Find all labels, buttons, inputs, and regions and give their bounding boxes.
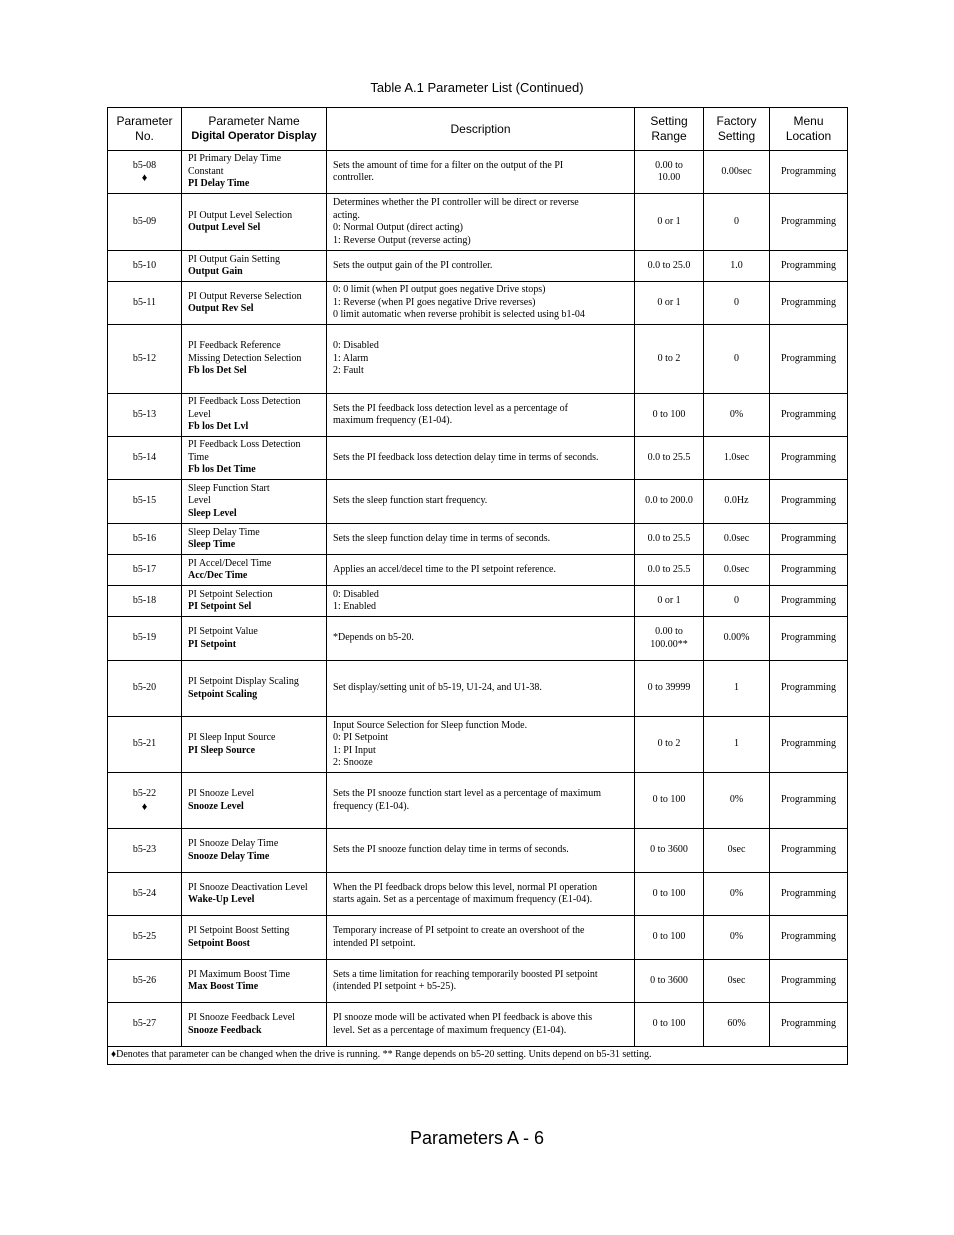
- menu-location-cell: Programming: [770, 282, 848, 325]
- menu-location-cell: Programming: [770, 394, 848, 437]
- table-row: [108, 151, 848, 194]
- setting-range-cell: [635, 524, 704, 555]
- param-no-cell: [108, 829, 182, 873]
- param-no-cell: [108, 661, 182, 717]
- table-row: [108, 480, 848, 524]
- param-no: b5-13: [132, 408, 157, 420]
- header-param-no: Parameter No.: [108, 108, 182, 151]
- header-param-name-sub: Digital Operator Display: [191, 130, 317, 142]
- factory-setting-cell: 1.0sec: [704, 437, 770, 480]
- description-line: 1: Reverse Output (reverse acting): [333, 234, 471, 246]
- setting-range-line: 0.00 to: [655, 626, 683, 637]
- factory-setting-cell: 60%: [704, 1003, 770, 1047]
- description-cell: [327, 282, 635, 325]
- param-name-line: PI Output Level Selection: [188, 209, 293, 221]
- menu-location-cell: Programming: [770, 437, 848, 480]
- param-name-cell: [182, 916, 327, 960]
- table-row: [108, 717, 848, 773]
- description-cell: [327, 916, 635, 960]
- description-line: 0: Disabled: [333, 588, 379, 600]
- factory-setting-cell: 0.0sec: [704, 555, 770, 586]
- parameter-table: [107, 107, 848, 1065]
- table-row: [108, 555, 848, 586]
- operator-display-name: Snooze Feedback: [188, 1024, 262, 1036]
- param-no-cell: [108, 394, 182, 437]
- param-no: b5-20: [132, 682, 157, 694]
- operator-display-name: Acc/Dec Time: [188, 570, 248, 581]
- description-line: starts again. Set as a percentage of maximum frequency (E1-04).: [333, 894, 593, 905]
- param-no-cell: [108, 1003, 182, 1047]
- factory-setting-cell: 0%: [704, 773, 770, 829]
- table-row: [108, 661, 848, 717]
- factory-setting-cell: 0: [704, 325, 770, 394]
- operator-display-name: Fb los Det Sel: [188, 365, 247, 377]
- footnote: ♦Denotes that parameter can be changed when the drive is running. ** Range depends on b5-20 setting. Units depend on b5-31 setting.: [108, 1047, 848, 1065]
- footnote-row: [108, 1047, 848, 1065]
- param-name-cell: [182, 586, 327, 617]
- param-no: b5-17: [132, 563, 157, 575]
- description-line: Temporary increase of PI setpoint to create an overshoot of the: [333, 925, 585, 936]
- param-name-cell: [182, 661, 327, 717]
- table-row: [108, 873, 848, 916]
- menu-location-cell: Programming: [770, 717, 848, 773]
- setting-range-line: 0.0 to 25.5: [647, 532, 691, 544]
- factory-setting-cell: 0sec: [704, 960, 770, 1003]
- operator-display-name: Fb los Det Time: [188, 464, 256, 476]
- setting-range-cell: [635, 586, 704, 617]
- param-name-cell: [182, 282, 327, 325]
- param-name-cell: [182, 1003, 327, 1047]
- table-row: [108, 829, 848, 873]
- menu-location-cell: Programming: [770, 1003, 848, 1047]
- description-line: Set display/setting unit of b5-19, U1-24, and U1-38.: [333, 682, 542, 694]
- setting-range-line: 0 or 1: [657, 594, 681, 606]
- setting-range-cell: [635, 661, 704, 717]
- param-no-cell: [108, 916, 182, 960]
- description-line: Sets the sleep function delay time in terms of seconds.: [333, 532, 551, 544]
- setting-range-cell: [635, 555, 704, 586]
- description-cell: [327, 617, 635, 661]
- description-cell: [327, 1003, 635, 1047]
- param-name-cell: [182, 555, 327, 586]
- table-row: [108, 251, 848, 282]
- table-row: [108, 194, 848, 251]
- description-line: Sets a time limitation for reaching temporarily boosted PI setpoint: [333, 968, 598, 980]
- description-line: Input Source Selection for Sleep function Mode.: [333, 719, 528, 731]
- table-body: [108, 151, 848, 1047]
- operator-display-name: Snooze Delay Time: [188, 850, 270, 862]
- description-cell: [327, 773, 635, 829]
- param-name-line: PI Snooze Deactivation Level: [188, 881, 308, 893]
- param-no: b5-26: [132, 974, 157, 986]
- description-cell: [327, 524, 635, 555]
- param-name-line: PI Accel/Decel Time: [188, 557, 272, 569]
- description-line: PI snooze mode will be activated when PI feedback is above this: [333, 1012, 593, 1023]
- param-name-line: PI Output Gain Setting: [188, 253, 280, 265]
- setting-range-line: 0.0 to 25.5: [647, 451, 691, 463]
- param-no-cell: [108, 773, 182, 829]
- menu-location-cell: Programming: [770, 829, 848, 873]
- operator-display-name: Output Rev Sel: [188, 303, 254, 314]
- description-cell: [327, 394, 635, 437]
- param-name-cell: [182, 394, 327, 437]
- factory-setting-cell: 0%: [704, 873, 770, 916]
- param-name-cell: [182, 960, 327, 1003]
- param-name-line: Constant: [188, 165, 224, 177]
- setting-range-cell: [635, 480, 704, 524]
- param-name-cell: [182, 194, 327, 251]
- table-row: [108, 617, 848, 661]
- description-cell: [327, 829, 635, 873]
- description-line: Applies an accel/decel time to the PI setpoint reference.: [333, 563, 556, 575]
- param-no: b5-22: [132, 788, 157, 800]
- description-line: Sets the PI snooze function start level as a percentage of maximum: [333, 788, 601, 799]
- param-name-cell: [182, 325, 327, 394]
- setting-range-line: 0.00 to: [655, 159, 683, 171]
- setting-range-line: 0 to 100: [652, 794, 686, 806]
- param-name-line: PI Setpoint Value: [188, 626, 258, 637]
- param-name-line: PI Snooze Level: [188, 788, 255, 799]
- operator-display-name: Output Gain: [188, 266, 243, 277]
- setting-range-cell: [635, 717, 704, 773]
- param-no-cell: [108, 480, 182, 524]
- param-no: b5-15: [132, 495, 157, 507]
- menu-location-cell: Programming: [770, 873, 848, 916]
- setting-range-cell: [635, 194, 704, 251]
- param-no-cell: [108, 437, 182, 480]
- description-line: 1: Reverse (when PI goes negative Drive reverses): [333, 296, 536, 308]
- table-row: [108, 394, 848, 437]
- table-row: [108, 437, 848, 480]
- param-name-line: PI Maximum Boost Time: [188, 968, 290, 980]
- setting-range-line: 100.00**: [650, 638, 688, 650]
- setting-range-line: 0 to 2: [657, 352, 681, 364]
- param-no-cell: [108, 555, 182, 586]
- run-change-diamond-icon: ♦: [141, 172, 148, 185]
- description-line: frequency (E1-04).: [333, 800, 410, 812]
- operator-display-name: Snooze Level: [188, 800, 244, 812]
- setting-range-line: 0.0 to 25.5: [647, 563, 691, 575]
- param-name-line: PI Feedback Loss Detection: [188, 396, 301, 408]
- param-name-line: Missing Detection Selection: [188, 352, 302, 364]
- operator-display-name: Setpoint Scaling: [188, 688, 258, 700]
- description-line: Sets the PI feedback loss detection delay time in terms of seconds.: [333, 451, 599, 463]
- factory-setting-cell: 0%: [704, 394, 770, 437]
- setting-range-cell: [635, 829, 704, 873]
- menu-location-cell: Programming: [770, 194, 848, 251]
- param-no-cell: [108, 282, 182, 325]
- param-name-line: PI Setpoint Display Scaling: [188, 676, 299, 687]
- menu-location-cell: Programming: [770, 480, 848, 524]
- header-setting-range: Setting Range: [635, 108, 704, 151]
- description-cell: [327, 960, 635, 1003]
- operator-display-name: PI Setpoint Sel: [188, 601, 252, 612]
- menu-location-cell: Programming: [770, 960, 848, 1003]
- table-row: [108, 1003, 848, 1047]
- setting-range-cell: [635, 960, 704, 1003]
- description-cell: [327, 873, 635, 916]
- header-param-name: Parameter Name Digital Operator Display: [182, 108, 327, 151]
- setting-range-cell: [635, 916, 704, 960]
- param-name-line: Level: [188, 408, 211, 420]
- description-line: Sets the PI feedback loss detection level as a percentage of: [333, 402, 568, 414]
- param-name-line: Time: [188, 451, 209, 463]
- setting-range-line: 0 to 100: [652, 408, 686, 420]
- param-no: b5-24: [132, 887, 157, 899]
- setting-range-cell: [635, 325, 704, 394]
- description-line: Sets the sleep function start frequency.: [333, 495, 488, 507]
- menu-location-cell: Programming: [770, 325, 848, 394]
- description-line: 1: Enabled: [333, 601, 377, 612]
- description-line: Sets the amount of time for a filter on the output of the PI: [333, 159, 564, 171]
- factory-setting-cell: 0: [704, 194, 770, 251]
- description-line: maximum frequency (E1-04).: [333, 415, 453, 426]
- setting-range-line: 0 to 3600: [650, 844, 688, 856]
- table-row: [108, 586, 848, 617]
- param-no-cell: [108, 325, 182, 394]
- param-no-cell: [108, 151, 182, 194]
- setting-range-cell: [635, 617, 704, 661]
- menu-location-cell: Programming: [770, 524, 848, 555]
- description-line: Determines whether the PI controller will be direct or reverse: [333, 197, 579, 208]
- param-name-cell: [182, 773, 327, 829]
- description-cell: [327, 661, 635, 717]
- factory-setting-cell: 0%: [704, 916, 770, 960]
- factory-setting-cell: 1: [704, 717, 770, 773]
- description-cell: [327, 480, 635, 524]
- description-line: 0: PI Setpoint: [333, 732, 389, 743]
- factory-setting-cell: 1.0: [704, 251, 770, 282]
- param-no-cell: [108, 717, 182, 773]
- setting-range-cell: [635, 873, 704, 916]
- description-line: 0: Disabled: [333, 340, 379, 352]
- setting-range-line: 0.0 to 200.0: [645, 495, 693, 507]
- param-no: b5-10: [132, 259, 157, 271]
- param-name-cell: [182, 717, 327, 773]
- description-cell: [327, 586, 635, 617]
- factory-setting-cell: 0.00sec: [704, 151, 770, 194]
- table-row: [108, 524, 848, 555]
- param-no-cell: [108, 194, 182, 251]
- param-name-cell: [182, 524, 327, 555]
- param-name-line: Sleep Delay Time: [188, 526, 260, 538]
- table-row: [108, 325, 848, 394]
- setting-range-line: 0 or 1: [657, 296, 681, 308]
- param-name-cell: [182, 437, 327, 480]
- factory-setting-cell: 0.00%: [704, 617, 770, 661]
- description-line: 2: Fault: [333, 365, 364, 377]
- table-row: [108, 282, 848, 325]
- description-line: When the PI feedback drops below this level, normal PI operation: [333, 881, 598, 893]
- description-line: Sets the PI snooze function delay time in terms of seconds.: [333, 844, 569, 856]
- param-no: b5-09: [132, 215, 157, 227]
- setting-range-cell: [635, 437, 704, 480]
- description-cell: [327, 325, 635, 394]
- table-row: [108, 916, 848, 960]
- description-cell: [327, 555, 635, 586]
- menu-location-cell: Programming: [770, 151, 848, 194]
- param-name-line: PI Snooze Delay Time: [188, 838, 279, 849]
- setting-range-cell: [635, 773, 704, 829]
- menu-location-cell: Programming: [770, 251, 848, 282]
- setting-range-line: 0 to 100: [652, 1018, 686, 1030]
- param-no: b5-21: [132, 738, 157, 750]
- operator-display-name: Fb los Det Lvl: [188, 421, 249, 433]
- setting-range-cell: [635, 282, 704, 325]
- param-no-cell: [108, 251, 182, 282]
- description-cell: [327, 194, 635, 251]
- param-name-cell: [182, 829, 327, 873]
- param-name-line: PI Feedback Reference: [188, 340, 281, 352]
- param-name-cell: [182, 873, 327, 916]
- operator-display-name: Wake-Up Level: [188, 894, 255, 905]
- setting-range-line: 0 to 39999: [647, 682, 691, 694]
- operator-display-name: Max Boost Time: [188, 981, 259, 992]
- setting-range-line: 0 to 100: [652, 931, 686, 943]
- description-line: (intended PI setpoint + b5-25).: [333, 981, 457, 992]
- description-cell: [327, 251, 635, 282]
- operator-display-name: PI Delay Time: [188, 178, 250, 190]
- description-line: acting.: [333, 209, 360, 221]
- param-no-cell: [108, 873, 182, 916]
- param-name-line: PI Snooze Feedback Level: [188, 1012, 295, 1023]
- setting-range-line: 0.0 to 25.0: [647, 259, 691, 271]
- param-no-cell: [108, 524, 182, 555]
- factory-setting-cell: 1: [704, 661, 770, 717]
- param-no: b5-16: [132, 532, 157, 544]
- description-cell: [327, 151, 635, 194]
- setting-range-line: 0 to 3600: [650, 974, 688, 986]
- param-name-cell: [182, 151, 327, 194]
- param-no: b5-19: [132, 632, 157, 644]
- operator-display-name: Setpoint Boost: [188, 937, 250, 949]
- param-no-cell: [108, 586, 182, 617]
- menu-location-cell: Programming: [770, 916, 848, 960]
- description-line: level. Set as a percentage of maximum frequency (E1-04).: [333, 1024, 567, 1036]
- setting-range-line: 0 to 2: [657, 738, 681, 750]
- operator-display-name: Sleep Time: [188, 539, 236, 550]
- param-name-line: Sleep Function Start: [188, 482, 270, 494]
- param-name-line: Level: [188, 495, 211, 507]
- param-no: b5-12: [132, 352, 157, 364]
- run-change-diamond-icon: ♦: [141, 800, 148, 813]
- operator-display-name: Output Level Sel: [188, 222, 261, 233]
- menu-location-cell: Programming: [770, 773, 848, 829]
- table-header-row: [108, 108, 848, 151]
- param-no: b5-08: [132, 159, 157, 171]
- setting-range-cell: [635, 151, 704, 194]
- menu-location-cell: Programming: [770, 555, 848, 586]
- operator-display-name: Sleep Level: [188, 507, 237, 519]
- description-line: *Depends on b5-20.: [333, 632, 414, 644]
- param-no: b5-18: [132, 594, 157, 606]
- table-row: [108, 960, 848, 1003]
- param-no: b5-25: [132, 931, 157, 943]
- param-name-cell: [182, 480, 327, 524]
- param-name-cell: [182, 617, 327, 661]
- param-no-cell: [108, 617, 182, 661]
- description-line: 0: Normal Output (direct acting): [333, 222, 463, 233]
- factory-setting-cell: 0: [704, 586, 770, 617]
- param-no: b5-11: [133, 296, 156, 308]
- operator-display-name: PI Sleep Source: [188, 744, 256, 756]
- param-no: b5-14: [132, 451, 157, 463]
- param-name-line: PI Primary Delay Time: [188, 153, 282, 165]
- param-name-line: PI Sleep Input Source: [188, 732, 276, 743]
- page-footer: Parameters A - 6: [409, 1128, 545, 1148]
- description-line: 1: PI Input: [333, 744, 376, 756]
- menu-location-cell: Programming: [770, 586, 848, 617]
- menu-location-cell: Programming: [770, 661, 848, 717]
- setting-range-line: 10.00: [657, 172, 681, 183]
- description-line: controller.: [333, 172, 374, 183]
- factory-setting-cell: 0: [704, 282, 770, 325]
- param-name-cell: [182, 251, 327, 282]
- description-line: intended PI setpoint.: [333, 937, 416, 949]
- param-name-line: PI Setpoint Boost Setting: [188, 925, 290, 936]
- header-menu-location: Menu Location: [770, 108, 848, 151]
- param-no: b5-27: [132, 1018, 157, 1030]
- setting-range-cell: [635, 1003, 704, 1047]
- param-name-line: PI Setpoint Selection: [188, 588, 273, 600]
- description-line: 2: Snooze: [333, 757, 373, 768]
- param-name-line: PI Output Reverse Selection: [188, 290, 302, 302]
- menu-location-cell: Programming: [770, 617, 848, 661]
- description-line: 1: Alarm: [333, 352, 369, 364]
- operator-display-name: PI Setpoint: [188, 638, 237, 650]
- header-description: Description: [327, 108, 635, 151]
- param-no: b5-23: [132, 844, 157, 856]
- factory-setting-cell: 0sec: [704, 829, 770, 873]
- param-name-line: PI Feedback Loss Detection: [188, 439, 301, 451]
- setting-range-line: 0 to 100: [652, 887, 686, 899]
- factory-setting-cell: 0.0Hz: [704, 480, 770, 524]
- header-factory-setting: Factory Setting: [704, 108, 770, 151]
- factory-setting-cell: 0.0sec: [704, 524, 770, 555]
- param-no-cell: [108, 960, 182, 1003]
- setting-range-line: 0 or 1: [657, 215, 681, 227]
- setting-range-cell: [635, 394, 704, 437]
- setting-range-cell: [635, 251, 704, 282]
- description-cell: [327, 717, 635, 773]
- description-cell: [327, 437, 635, 480]
- description-line: 0 limit automatic when reverse prohibit is selected using b1-04: [333, 309, 585, 321]
- table-row: [108, 773, 848, 829]
- description-line: 0: 0 limit (when PI output goes negative Drive stops): [333, 284, 546, 296]
- table-title: Table A.1 Parameter List (Continued): [370, 80, 584, 95]
- description-line: Sets the output gain of the PI controller.: [333, 259, 493, 271]
